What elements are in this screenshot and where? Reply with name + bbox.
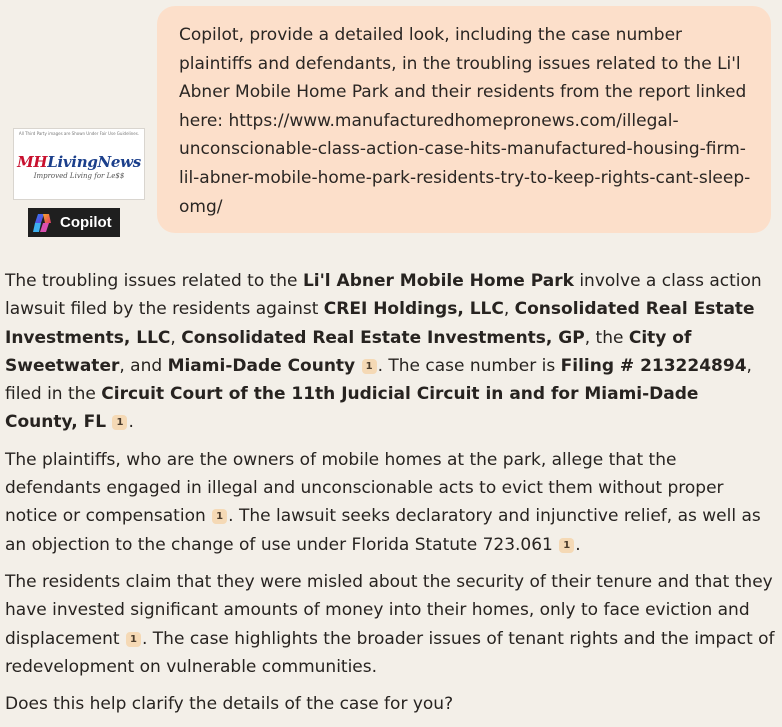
citation-link[interactable]: 1	[362, 359, 377, 374]
citation-link[interactable]: 1	[212, 509, 227, 524]
logo-disclaimer: All Third Party images are Shown Under Fair Use Guidelines.	[18, 131, 140, 136]
citation-link[interactable]: 1	[126, 632, 141, 647]
response-paragraph: Does this help clarify the details of the case for you?	[5, 694, 454, 715]
response-paragraph: The residents claim that they were misled about the security of their tenure and that they have invested significant amounts of money into their homes, only to face eviction and displacement 1 . The case highlights the broader issues of tenant rights and the impact of redevelopment on vulnerable communities.	[5, 571, 775, 677]
citation-link[interactable]: 1	[112, 415, 127, 430]
mhlivingnews-logo	[13, 128, 145, 200]
user-message-row	[0, 0, 782, 250]
copilot-icon	[31, 212, 53, 234]
logo-wordmark: MHLivingNews	[17, 153, 141, 171]
copilot-label: Copilot	[60, 214, 112, 231]
user-message-bubble: Copilot, provide a detailed look, including the case number plaintiffs and defendants, in the troubling issues related to the Li'l Abner Mobile Home Park and their residents from the report linked here: https://www.manufacturedhomepronews.com/illegal-unconscionable-class-action-case-hits-manufactured-housing-firm-lil-abner-mobile-home-park-residents-try-to-keep-rights-cant-sleep-omg/	[157, 6, 771, 233]
response-paragraph: The troubling issues related to the Li'l Abner Mobile Home Park involve a class action lawsuit filed by the residents against CREI Holdings, LLC, Consolidated Real Estate Investments, LLC, Consolidated Real Estate Investments, GP, the City of Sweetwater, and Miami-Dade County 1 . The case number is Filing # 213224894, filed in the Circuit Court of the 11th Judicial Circuit in and for Miami-Dade County, FL 1 .	[5, 271, 762, 433]
assistant-response	[5, 267, 775, 727]
logo-tagline: Improved Living for Le$$	[33, 172, 125, 180]
citation-link[interactable]: 1	[559, 538, 574, 553]
copilot-badge	[28, 208, 120, 237]
response-paragraph: The plaintiffs, who are the owners of mobile homes at the park, allege that the defendants engaged in illegal and unconscionable acts to evict them without proper notice or compensation 1 . The lawsuit seeks declaratory and injunctive relief, as well as an objection to the change of use under Florida Statute 723.061 1 .	[5, 449, 761, 555]
